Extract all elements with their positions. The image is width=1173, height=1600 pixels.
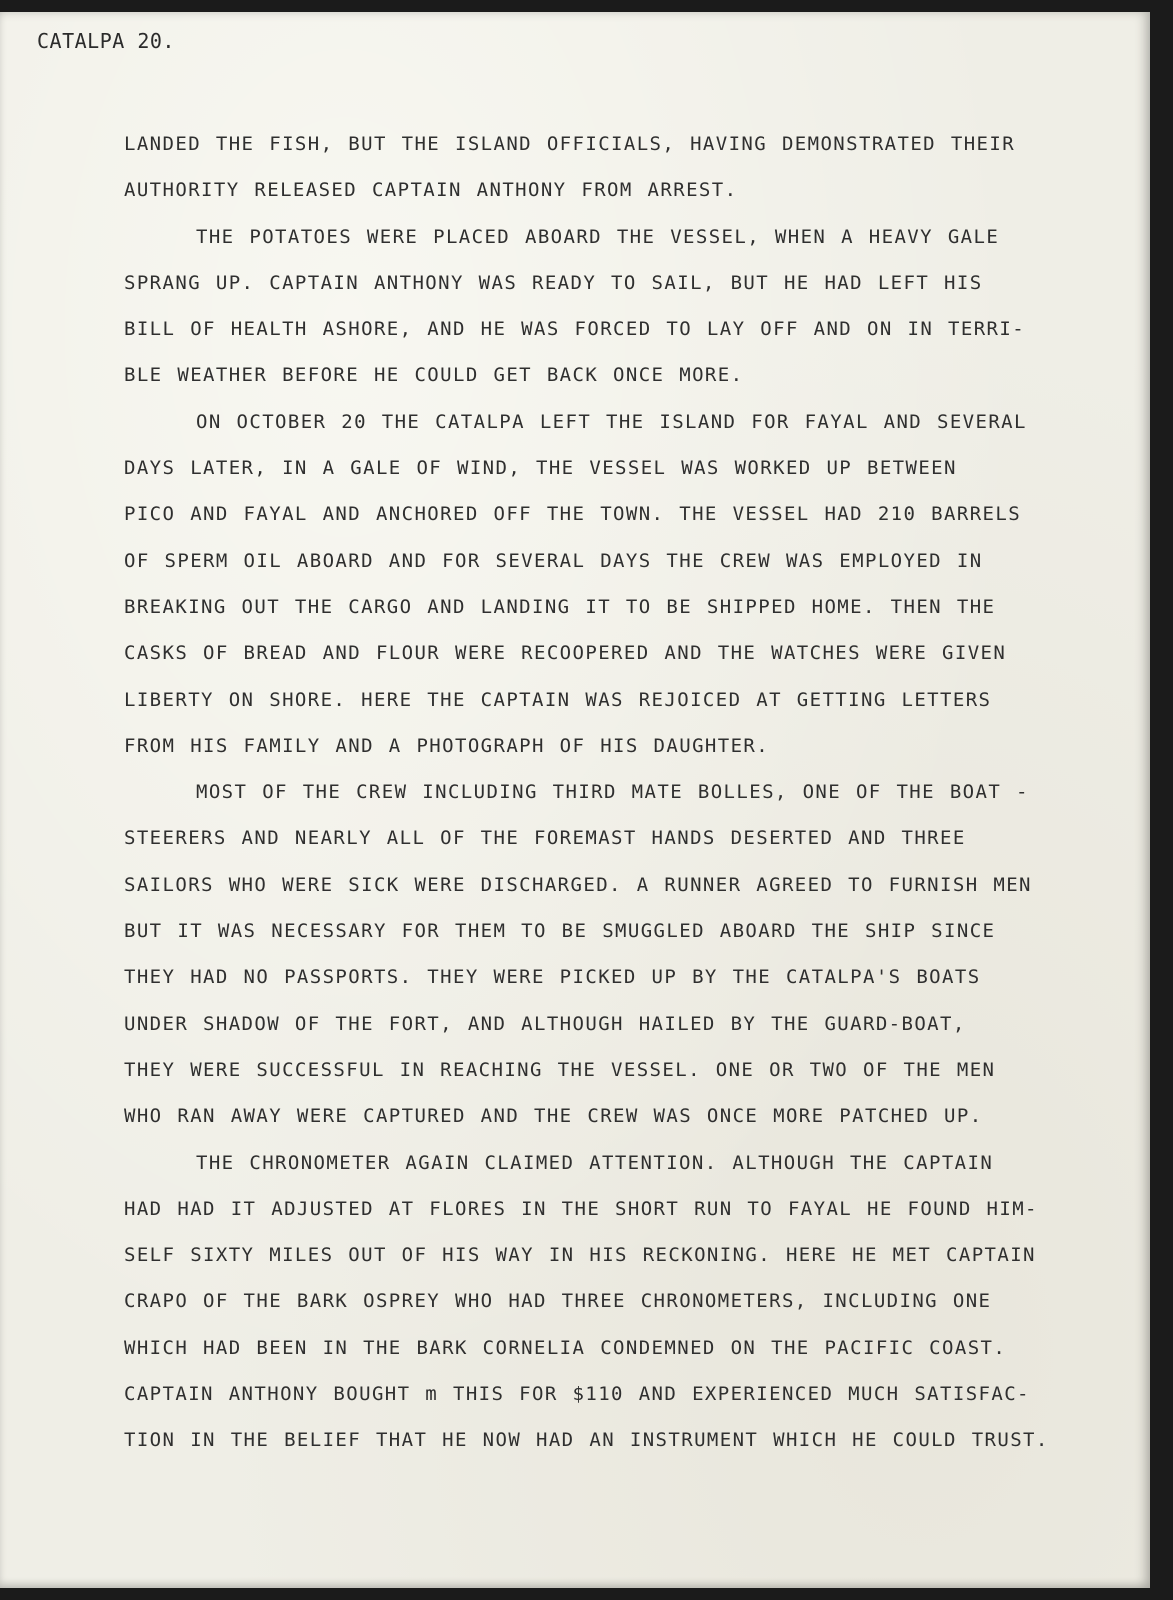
body-text [124,121,1124,1464]
text-line: OF SPERM OIL ABOARD AND FOR SEVERAL DAYS THE CREW WAS EMPLOYED IN [124,549,983,572]
text-line: AUTHORITY RELEASED CAPTAIN ANTHONY FROM ARREST. [124,179,738,202]
text-line: SPRANG UP. CAPTAIN ANTHONY WAS READY TO SAIL, BUT HE HAD LEFT HIS [124,271,983,294]
typewritten-sheet [0,12,1150,1588]
text-line: LIBERTY ON SHORE. HERE THE CAPTAIN WAS REJOICED AT GETTING LETTERS [124,688,992,711]
text-line: WHICH HAD BEEN IN THE BARK CORNELIA CONDEMNED ON THE PACIFIC COAST. [124,1336,1007,1359]
page-header: CATALPA 20. [37,29,175,53]
text-line: MOST OF THE CREW INCLUDING THIRD MATE BOLLES, ONE OF THE BOAT - [196,781,1029,804]
text-line: PICO AND FAYAL AND ANCHORED OFF THE TOWN. THE VESSEL HAD 210 BARRELS [124,503,1022,526]
text-line: THEY HAD NO PASSPORTS. THEY WERE PICKED UP BY THE CATALPA'S BOATS [124,966,981,989]
text-line: LANDED THE FISH, BUT THE ISLAND OFFICIALS, HAVING DEMONSTRATED THEIR [124,133,1016,155]
text-line: DAYS LATER, IN A GALE OF WIND, THE VESSEL WAS WORKED UP BETWEEN [124,457,957,480]
text-line: WHO RAN AWAY WERE CAPTURED AND THE CREW WAS ONCE MORE PATCHED UP. [124,1105,983,1128]
text-line: BILL OF HEALTH ASHORE, AND HE WAS FORCED TO LAY OFF AND ON IN TERRI- [124,318,1026,341]
text-line: STEERERS AND NEARLY ALL OF THE FOREMAST HANDS DESERTED AND THREE [124,827,966,850]
text-line: SELF SIXTY MILES OUT OF HIS WAY IN HIS RECKONING. HERE HE MET CAPTAIN [124,1244,1036,1267]
text-line: THE POTATOES WERE PLACED ABOARD THE VESSEL, WHEN A HEAVY GALE [196,225,1000,248]
text-line: UNDER SHADOW OF THE FORT, AND ALTHOUGH HAILED BY THE GUARD-BOAT, [124,1012,966,1035]
text-line: SAILORS WHO WERE SICK WERE DISCHARGED. A RUNNER AGREED TO FURNISH MEN [124,873,1032,896]
text-line: FROM HIS FAMILY AND A PHOTOGRAPH OF HIS DAUGHTER. [124,734,770,757]
text-line: TION IN THE BELIEF THAT HE NOW HAD AN INSTRUMENT WHICH HE COULD TRUST. [124,1429,1049,1452]
text-line: HAD HAD IT ADJUSTED AT FLORES IN THE SHORT RUN TO FAYAL HE FOUND HIM- [124,1197,1038,1220]
text-line: CASKS OF BREAD AND FLOUR WERE RECOOPERED AND THE WATCHES WERE GIVEN [124,642,1007,665]
text-line: THE CHRONOMETER AGAIN CLAIMED ATTENTION. ALTHOUGH THE CAPTAIN [196,1151,994,1174]
text-line: BREAKING OUT THE CARGO AND LANDING IT TO BE SHIPPED HOME. THEN THE [124,595,996,618]
text-line: BLE WEATHER BEFORE HE COULD GET BACK ONCE MORE. [124,364,744,387]
text-line: BUT IT WAS NECESSARY FOR THEM TO BE SMUGGLED ABOARD THE SHIP SINCE [124,920,996,943]
text-line: THEY WERE SUCCESSFUL IN REACHING THE VESSEL. ONE OR TWO OF THE MEN [124,1058,996,1081]
text-line: CAPTAIN ANTHONY BOUGHT m THIS FOR $110 AND EXPERIENCED MUCH SATISFAC- [124,1383,1030,1406]
text-line: CRAPO OF THE BARK OSPREY WHO HAD THREE CHRONOMETERS, INCLUDING ONE [124,1290,992,1313]
text-line: ON OCTOBER 20 THE CATALPA LEFT THE ISLAND FOR FAYAL AND SEVERAL [196,410,1027,433]
